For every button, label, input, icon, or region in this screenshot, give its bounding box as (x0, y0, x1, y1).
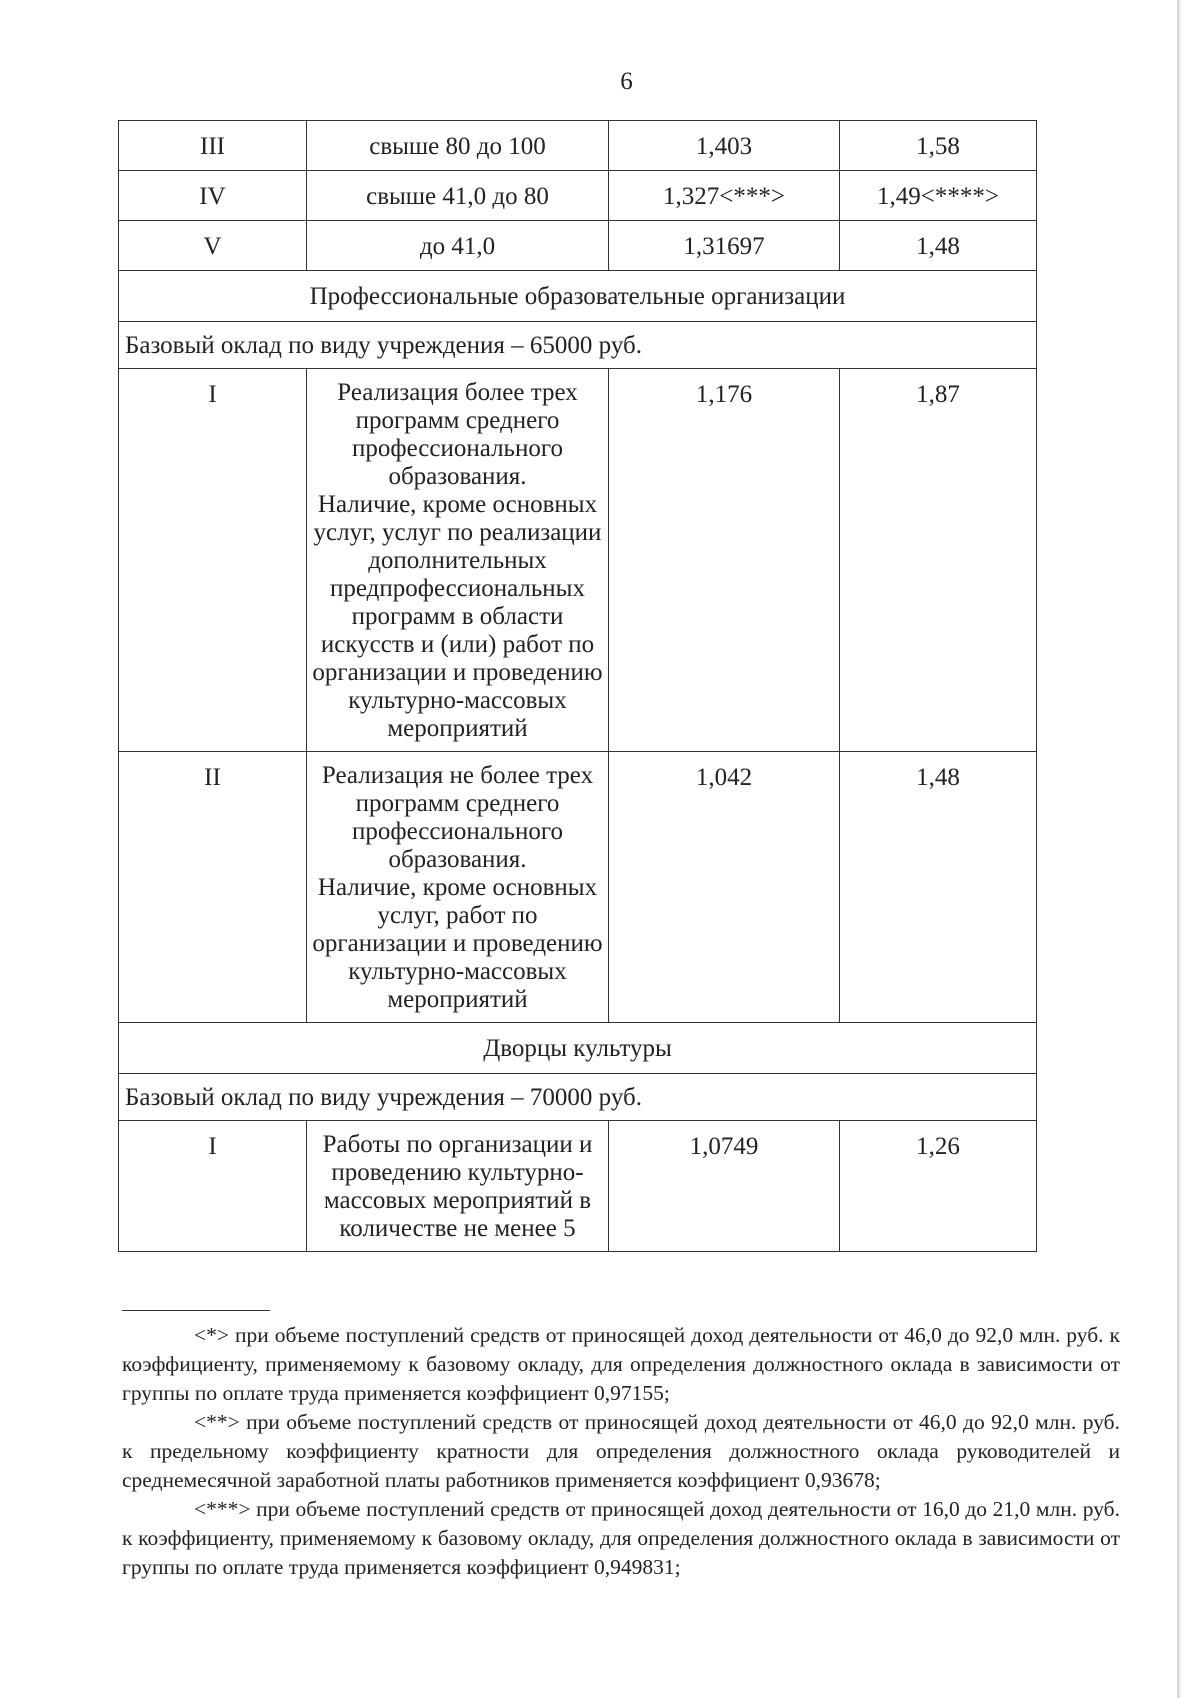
criterion-line: дополнительных (368, 547, 547, 574)
ratio-cell: 1,87 (840, 369, 1037, 752)
coef-cell: 1,403 (609, 121, 840, 171)
footnote: <**> при объеме поступлений средств от приносящей доход деятельности от 46,0 до 92,0 млн. руб. к предельному коэффициенту кратности для определения должностного оклада руководителей и среднемесячной заработной платы работников применяется коэффициент 0,93678; (122, 1410, 1120, 1492)
criterion-line: массовых мероприятий в (323, 1187, 592, 1214)
criterion-line: услуг, услуг по реализации (313, 519, 602, 546)
table-row (119, 369, 1037, 752)
section-header-row (119, 1023, 1037, 1074)
criterion-line: Работы по организации и (322, 1131, 593, 1158)
criterion-line: услуг, работ по (377, 902, 538, 929)
group-cell: V (119, 221, 307, 271)
base-salary-palaces: Базовый оклад по виду учреждения – 70000 руб. (119, 1074, 1037, 1121)
footnote-divider (122, 1310, 270, 1311)
criterion-line: количестве не менее 5 (339, 1215, 576, 1242)
criterion-line: искусств и (или) работ по (320, 631, 595, 658)
table-row (119, 1121, 1037, 1252)
scan-edge (1177, 0, 1182, 1698)
section-title-palaces: Дворцы культуры (119, 1023, 1037, 1074)
coef-cell: 1,327<***> (609, 171, 840, 221)
coef-cell: 1,176 (609, 369, 840, 752)
page-number: 6 (620, 68, 633, 95)
group-cell: IV (119, 171, 307, 221)
criterion-cell (307, 1121, 609, 1252)
criterion-cell: свыше 80 до 100 (307, 121, 609, 171)
criterion-line: организации и проведению (312, 659, 603, 686)
criterion-cell (307, 369, 609, 752)
criterion-line: проведению культурно- (331, 1159, 584, 1186)
coef-cell: 1,042 (609, 752, 840, 1023)
criterion-line: программ среднего (355, 407, 560, 434)
criterion-line: мероприятий (387, 986, 528, 1013)
criterion-cell (307, 752, 609, 1023)
group-cell: I (119, 369, 307, 752)
ratio-cell: 1,48 (840, 752, 1037, 1023)
criterion-line: Наличие, кроме основных (317, 491, 598, 518)
base-salary-prof-education: Базовый оклад по виду учреждения – 65000 руб. (119, 322, 1037, 369)
criterion-line: Реализация более трех (337, 379, 578, 406)
footnote: <*> при объеме поступлений средств от приносящей доход деятельности от 46,0 до 92,0 млн. руб. к коэффициенту, применяемому к базовому окладу, для определения должностного оклада в зависимости от группы по оплате труда применяется коэффициент 0,97155; (122, 1323, 1120, 1405)
criterion-cell: до 41,0 (307, 221, 609, 271)
criterion-cell: свыше 41,0 до 80 (307, 171, 609, 221)
table-row (119, 752, 1037, 1023)
criterion-line: профессионального (352, 818, 563, 845)
criterion-line: программ среднего (355, 790, 560, 817)
coef-cell: 1,31697 (609, 221, 840, 271)
criterion-line: культурно-массовых (348, 687, 567, 714)
criterion-line: образования. (388, 463, 527, 490)
group-cell: I (119, 1121, 307, 1252)
criterion-line: предпрофессиональных (330, 575, 585, 602)
criterion-line: образования. (388, 846, 527, 873)
footnote: <***> при объеме поступлений средств от приносящей доход деятельности от 16,0 до 21,0 млн. руб. к коэффициенту, применяемому к базовому окладу, для определения должностного оклада в зависимости от группы по оплате труда применяется коэффициент 0,949831; (122, 1497, 1120, 1579)
criterion-line: организации и проведению (312, 930, 603, 957)
section-title-prof-education: Профессиональные образовательные организации (119, 271, 1037, 322)
coefficients-table (118, 120, 1037, 1252)
table-row (119, 121, 1037, 171)
ratio-cell: 1,48 (840, 221, 1037, 271)
table-row (119, 171, 1037, 221)
criterion-line: профессионального (352, 435, 563, 462)
ratio-cell: 1,49<****> (840, 171, 1037, 221)
criterion-line: Наличие, кроме основных (317, 874, 598, 901)
base-salary-row (119, 322, 1037, 369)
group-cell: III (119, 121, 307, 171)
group-cell: II (119, 752, 307, 1023)
criterion-line: культурно-массовых (348, 958, 567, 985)
ratio-cell: 1,58 (840, 121, 1037, 171)
criterion-line: Реализация не более трех (321, 762, 594, 789)
coef-cell: 1,0749 (609, 1121, 840, 1252)
footnotes (122, 1310, 1120, 1582)
ratio-cell: 1,26 (840, 1121, 1037, 1252)
table-row (119, 221, 1037, 271)
section-header-row (119, 271, 1037, 322)
base-salary-row (119, 1074, 1037, 1121)
criterion-line: мероприятий (387, 715, 528, 742)
criterion-line: программ в области (351, 603, 564, 630)
